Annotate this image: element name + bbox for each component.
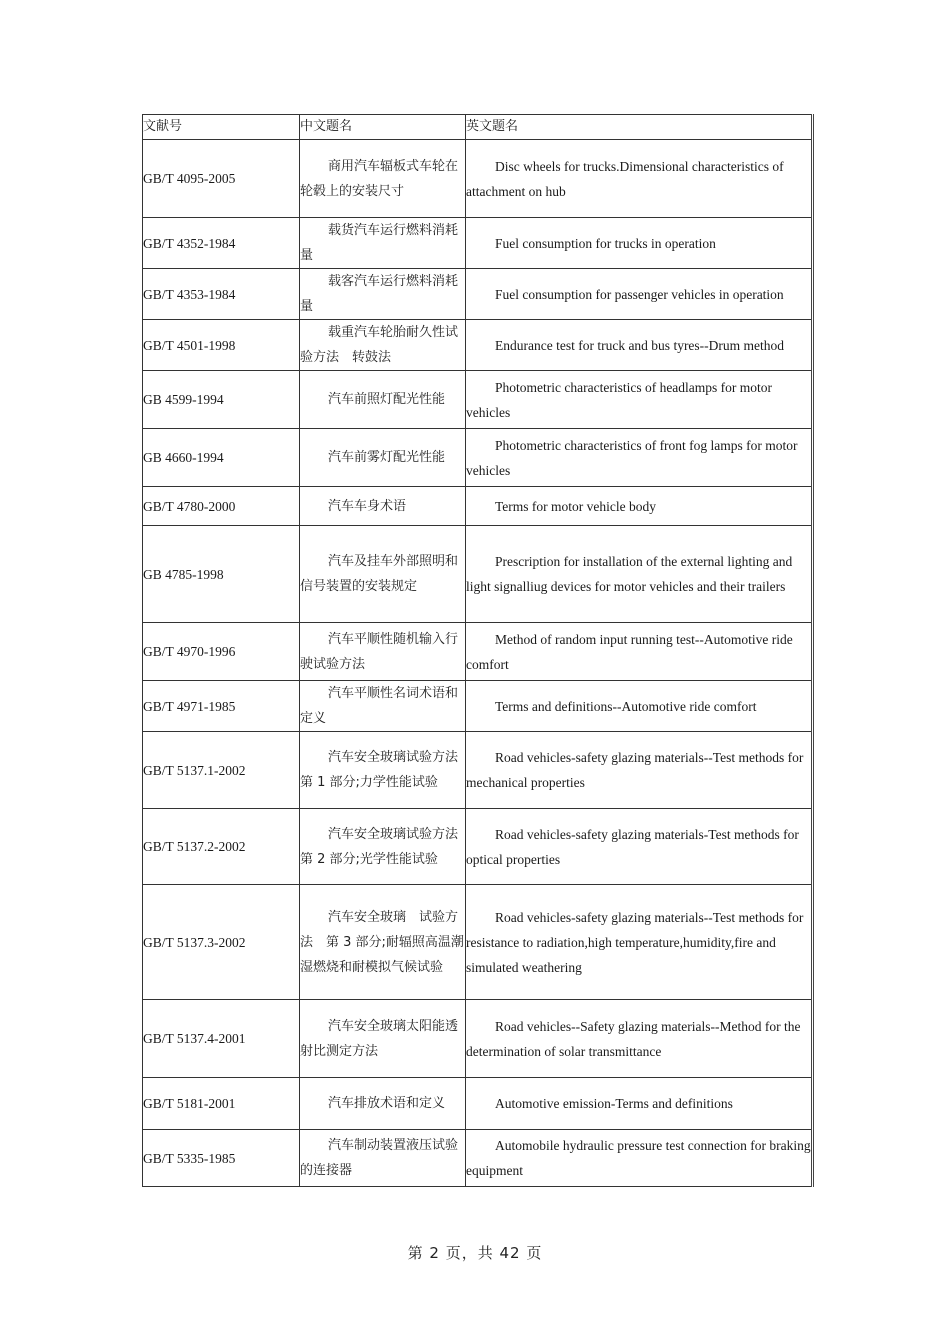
row-doc-number: GB/T 5181-2001 [143, 1078, 300, 1130]
row-chinese-title: 商用汽车辐板式车轮在轮毂上的安装尺寸 [300, 140, 466, 218]
row-doc-number: GB/T 4780-2000 [143, 487, 300, 526]
table-row [143, 429, 813, 487]
table-row [143, 1130, 813, 1187]
row-english-title: Prescription for installation of the external lighting and light signalliug devices for motor vehicles and their trailers [466, 526, 813, 623]
header-doc-number: 文献号 [143, 115, 300, 140]
row-doc-number: GB/T 5335-1985 [143, 1130, 300, 1187]
row-chinese-title: 汽车安全玻璃试验方法 第 1 部分;力学性能试验 [300, 732, 466, 809]
row-doc-number: GB/T 5137.3-2002 [143, 885, 300, 1000]
table-row [143, 526, 813, 623]
table-row [143, 487, 813, 526]
row-chinese-title: 汽车平顺性名词术语和定义 [300, 681, 466, 732]
table-row [143, 371, 813, 429]
table-row [143, 732, 813, 809]
row-english-title: Photometric characteristics of headlamps for motor vehicles [466, 371, 813, 429]
header-chinese-title: 中文题名 [300, 115, 466, 140]
row-doc-number: GB/T 5137.2-2002 [143, 809, 300, 885]
table-row [143, 809, 813, 885]
row-english-title: Endurance test for truck and bus tyres--Drum method [466, 320, 813, 371]
row-chinese-title: 汽车安全玻璃试验方法 第 2 部分;光学性能试验 [300, 809, 466, 885]
row-chinese-title: 载货汽车运行燃料消耗量 [300, 218, 466, 269]
row-english-title: Automotive emission-Terms and definitions [466, 1078, 813, 1130]
table-row [143, 1000, 813, 1078]
row-doc-number: GB/T 5137.4-2001 [143, 1000, 300, 1078]
row-doc-number: GB 4599-1994 [143, 371, 300, 429]
row-chinese-title: 汽车前照灯配光性能 [300, 371, 466, 429]
table-row [143, 681, 813, 732]
standards-table [142, 114, 814, 1187]
table-row [143, 623, 813, 681]
row-english-title: Disc wheels for trucks.Dimensional characteristics of attachment on hub [466, 140, 813, 218]
row-doc-number: GB/T 4501-1998 [143, 320, 300, 371]
table-row [143, 885, 813, 1000]
row-english-title: Road vehicles-safety glazing materials--Test methods for resistance to radiation,high temperature,humidity,fire and simulated weathering [466, 885, 813, 1000]
row-doc-number: GB 4785-1998 [143, 526, 300, 623]
row-english-title: Road vehicles--Safety glazing materials--Method for the determination of solar transmittance [466, 1000, 813, 1078]
row-chinese-title: 载客汽车运行燃料消耗量 [300, 269, 466, 320]
standards-table-wrapper [142, 114, 814, 1187]
row-english-title: Terms and definitions--Automotive ride comfort [466, 681, 813, 732]
row-english-title: Road vehicles-safety glazing materials--Test methods for mechanical properties [466, 732, 813, 809]
row-chinese-title: 汽车平顺性随机输入行驶试验方法 [300, 623, 466, 681]
row-doc-number: GB/T 5137.1-2002 [143, 732, 300, 809]
row-english-title: Terms for motor vehicle body [466, 487, 813, 526]
row-english-title: Fuel consumption for passenger vehicles in operation [466, 269, 813, 320]
table-row [143, 1078, 813, 1130]
page-number-footer: 第 2 页，共 42 页 [407, 1244, 543, 1262]
row-english-title: Fuel consumption for trucks in operation [466, 218, 813, 269]
row-english-title: Method of random input running test--Automotive ride comfort [466, 623, 813, 681]
table-header-row [143, 115, 813, 140]
table-row [143, 320, 813, 371]
row-chinese-title: 汽车前雾灯配光性能 [300, 429, 466, 487]
row-doc-number: GB/T 4971-1985 [143, 681, 300, 732]
row-chinese-title: 汽车车身术语 [300, 487, 466, 526]
row-english-title: Photometric characteristics of front fog lamps for motor vehicles [466, 429, 813, 487]
row-doc-number: GB/T 4353-1984 [143, 269, 300, 320]
row-doc-number: GB 4660-1994 [143, 429, 300, 487]
header-english-title: 英文题名 [466, 115, 813, 140]
row-chinese-title: 汽车制动装置液压试验的连接器 [300, 1130, 466, 1187]
row-chinese-title: 汽车安全玻璃太阳能透射比测定方法 [300, 1000, 466, 1078]
row-doc-number: GB/T 4095-2005 [143, 140, 300, 218]
row-chinese-title: 汽车及挂车外部照明和信号装置的安装规定 [300, 526, 466, 623]
row-english-title: Road vehicles-safety glazing materials-Test methods for optical properties [466, 809, 813, 885]
row-chinese-title: 载重汽车轮胎耐久性试验方法 转鼓法 [300, 320, 466, 371]
row-doc-number: GB/T 4970-1996 [143, 623, 300, 681]
row-chinese-title: 汽车排放术语和定义 [300, 1078, 466, 1130]
row-chinese-title: 汽车安全玻璃 试验方法 第 3 部分;耐辐照高温潮湿燃烧和耐模拟气候试验 [300, 885, 466, 1000]
row-doc-number: GB/T 4352-1984 [143, 218, 300, 269]
row-english-title: Automobile hydraulic pressure test connection for braking equipment [466, 1130, 813, 1187]
table-row [143, 269, 813, 320]
table-row [143, 140, 813, 218]
table-row [143, 218, 813, 269]
